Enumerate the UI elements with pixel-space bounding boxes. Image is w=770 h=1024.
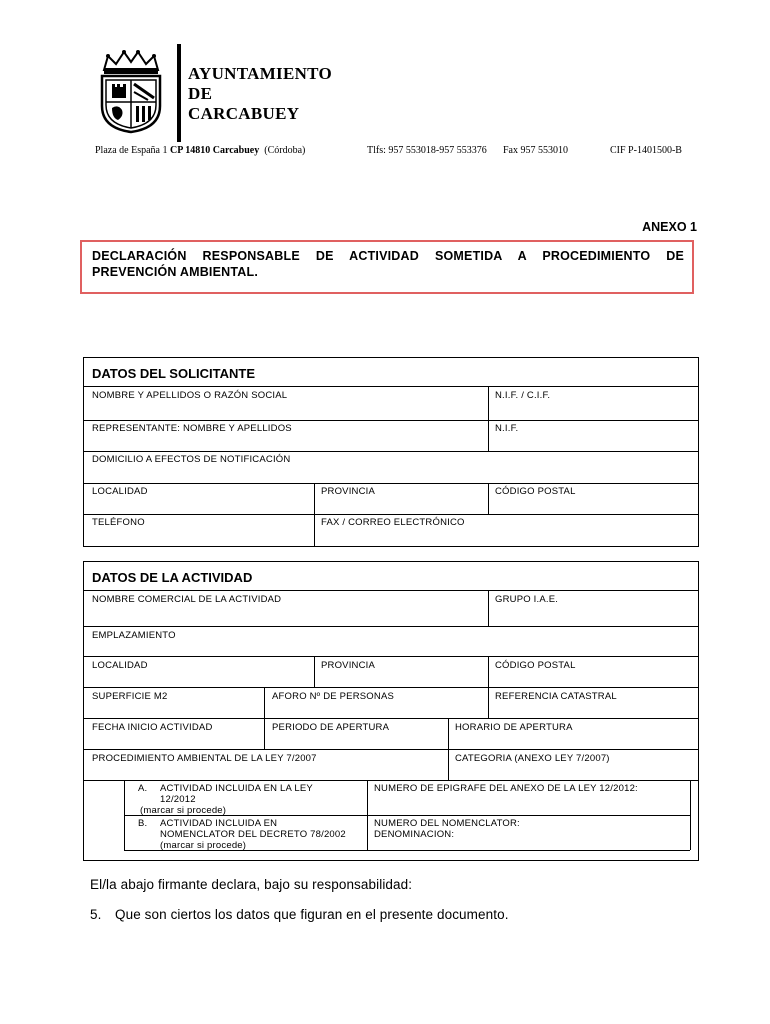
activity-form	[83, 561, 699, 861]
address	[95, 145, 305, 156]
option-a-line2: 12/2012	[160, 794, 196, 805]
address-postal-code: CP 14810 Carcabuey	[169, 145, 260, 156]
option-a-note: (marcar si procede)	[140, 805, 227, 816]
denomination-field[interactable]: DENOMINACION:	[374, 829, 455, 840]
declaration-item-number: 5.	[90, 907, 102, 922]
phone-numbers: Tlfs: 957 553018-957 553376	[367, 145, 487, 156]
activity-trade-name-field[interactable]: NOMBRE COMERCIAL DE LA ACTIVIDAD	[92, 594, 282, 605]
option-b-note: (marcar si procede)	[160, 840, 247, 851]
capacity-field[interactable]: AFORO Nº DE PERSONAS	[272, 691, 395, 702]
option-a-checkbox[interactable]	[160, 783, 313, 805]
declaration-item-text: Que son ciertos los datos que figuran en el presente documento.	[115, 907, 509, 922]
address-region: (Córdoba)	[264, 145, 306, 156]
org-line-3: CARCABUEY	[188, 104, 300, 123]
option-b-line2: NOMENCLATOR DEL DECRETO 78/2002	[160, 829, 346, 840]
option-b-line1: ACTIVIDAD INCLUIDA EN	[160, 818, 278, 829]
applicant-locality-field[interactable]: LOCALIDAD	[92, 486, 148, 497]
applicant-name-field[interactable]: NOMBRE Y APELLIDOS O RAZÓN SOCIAL	[92, 390, 288, 401]
header-divider	[177, 44, 181, 142]
coat-of-arms-logo	[96, 50, 166, 134]
activity-locality-field[interactable]: LOCALIDAD	[92, 660, 148, 671]
applicant-nif-cif-field[interactable]: N.I.F. / C.I.F.	[495, 390, 551, 401]
declaration-intro: El/la abajo firmante declara, bajo su responsabilidad:	[90, 877, 413, 892]
org-line-1: AYUNTAMIENTO	[188, 64, 333, 83]
option-a-line1: ACTIVIDAD INCLUIDA EN LA LEY	[160, 783, 313, 794]
cadastral-reference-field[interactable]: REFERENCIA CATASTRAL	[495, 691, 617, 702]
activity-province-field[interactable]: PROVINCIA	[321, 660, 376, 671]
applicant-postal-code-field[interactable]: CÓDIGO POSTAL	[495, 486, 576, 497]
applicant-section-title: DATOS DEL SOLICITANTE	[92, 366, 255, 381]
option-b-checkbox[interactable]	[160, 818, 346, 840]
activity-postal-code-field[interactable]: CÓDIGO POSTAL	[495, 660, 576, 671]
opening-hours-field[interactable]: HORARIO DE APERTURA	[455, 722, 573, 733]
surface-area-field[interactable]: SUPERFICIE M2	[92, 691, 168, 702]
cif-code: CIF P-1401500-B	[610, 145, 682, 156]
nomenclator-number-field[interactable]: NUMERO DEL NOMENCLATOR:	[374, 818, 520, 829]
opening-period-field[interactable]: PERIODO DE APERTURA	[272, 722, 390, 733]
environmental-procedure-field[interactable]: PROCEDIMIENTO AMBIENTAL DE LA LEY 7/2007	[92, 753, 317, 764]
representative-nif-field[interactable]: N.I.F.	[495, 423, 519, 434]
fax-number: Fax 957 553010	[503, 145, 568, 156]
activity-section-title: DATOS DE LA ACTIVIDAD	[92, 570, 253, 585]
iae-group-field[interactable]: GRUPO I.A.E.	[495, 594, 559, 605]
organization-name	[188, 64, 332, 124]
option-b-marker: B.	[138, 818, 148, 829]
start-date-field[interactable]: FECHA INICIO ACTIVIDAD	[92, 722, 213, 733]
annex-label: ANEXO 1	[642, 220, 697, 234]
representative-name-field[interactable]: REPRESENTANTE: NOMBRE Y APELLIDOS	[92, 423, 292, 434]
epigraph-number-field[interactable]: NUMERO DE EPIGRAFE DEL ANEXO DE LA LEY 12/2012:	[374, 783, 638, 794]
option-a-marker: A.	[138, 783, 148, 794]
declaration-title: DECLARACIÓN RESPONSABLE DE ACTIVIDAD SOMETIDA A PROCEDIMIENTO DE PREVENCIÓN AMBIENTAL.	[80, 240, 694, 294]
address-street: Plaza de España 1	[95, 145, 168, 156]
location-field[interactable]: EMPLAZAMIENTO	[92, 630, 176, 641]
org-line-2: DE	[188, 84, 213, 103]
applicant-province-field[interactable]: PROVINCIA	[321, 486, 376, 497]
applicant-phone-field[interactable]: TELÉFONO	[92, 517, 145, 528]
applicant-fax-email-field[interactable]: FAX / CORREO ELECTRÓNICO	[321, 517, 465, 528]
applicant-form	[83, 357, 699, 547]
category-field[interactable]: CATEGORIA (ANEXO LEY 7/2007)	[455, 753, 610, 764]
notification-address-field[interactable]: DOMICILIO A EFECTOS DE NOTIFICACIÓN	[92, 454, 291, 465]
